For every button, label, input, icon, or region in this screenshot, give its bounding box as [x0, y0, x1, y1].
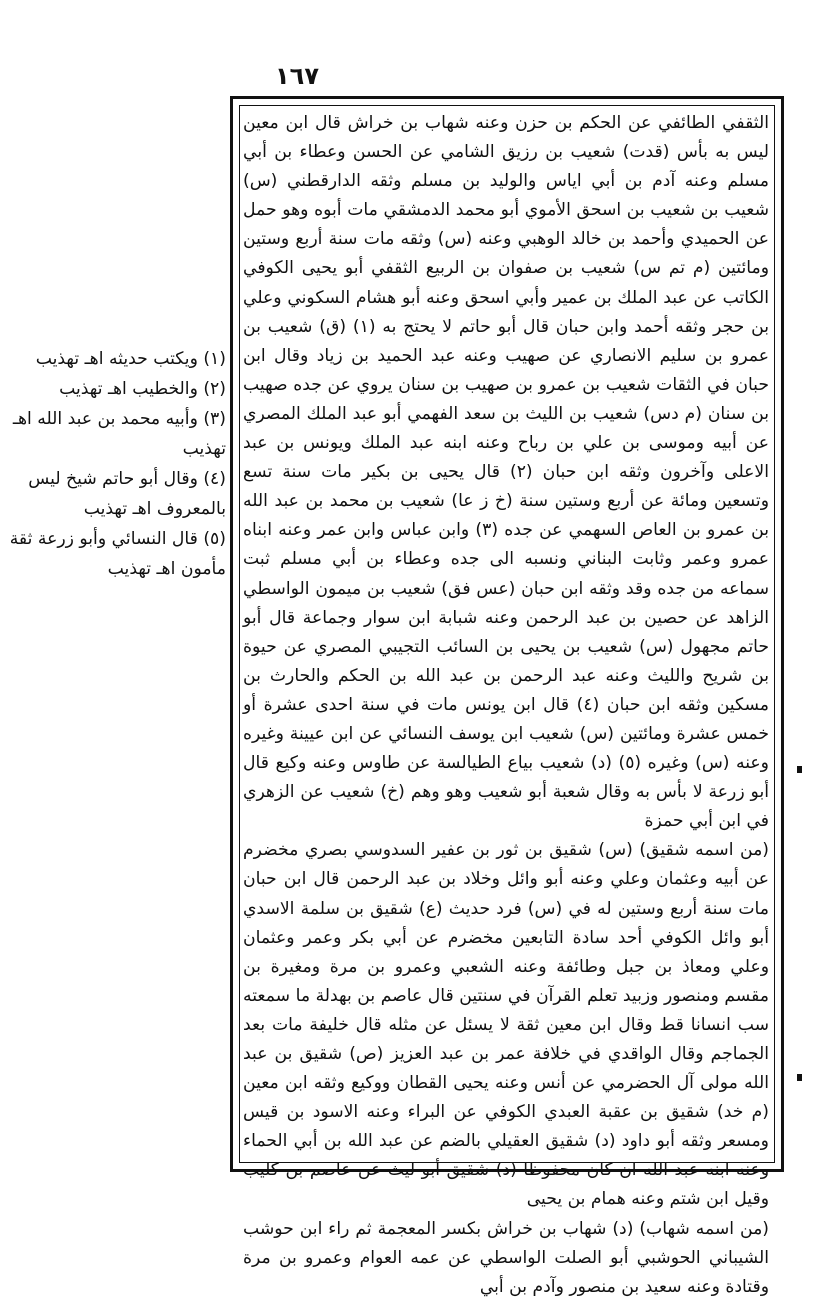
footnote-1: (١) ويكتب حديثه اهـ تهذيب — [35, 349, 226, 369]
footnote-2: (٢) والخطيب اهـ تهذيب — [59, 379, 226, 399]
entries-shihab: (من اسمه شهاب) (د) شهاب بن خراش بكسر المعجمة ثم راء ابن حوشب الشيباني الحوشبي أبو الصلت الواسطي عن عمه العوام وعمرو بن مرة وقتادة وعنه سعيد بن منصور وآدم بن أبي — [243, 1218, 769, 1297]
footnote-4: (٤) وقال أبو حاتم شيخ ليس بالمعروف اهـ تهذيب — [28, 469, 226, 519]
page-number: ١٦٧ — [275, 62, 319, 90]
scan-mark — [797, 1074, 802, 1081]
entries-shaqiq: (من اسمه شقيق) (س) شقيق بن ثور بن عفير السدوسي بصري مخضرم عن أبيه وعثمان وعلي وعنه أبو وائل وخلاد بن عبد الرحمن قال ابن حبان مات سنة أربع وستين له في (س) فرد حديث (ع) شقيق بن سلمة الاسدي أبو وائل الكوفي أحد سادة التابعين مخضرم عن أبي بكر وعمر وعثمان وعلي ومعاذ بن جبل وطائفة وعنه الشعبي وعمرو بن مرة ومغيرة بن مقسم ومنصور وزبيد تعلم القرآن في سنتين قال عاصم بن بهدلة ما سمعته سب انسانا قط وقال ابن معين ثقة لا يسئل عن مثله قال خليفة مات بعد الجماجم وقال الواقدي في خلافة عمر بن عبد العزيز (ص) شقيق بن عبد الله مولى آل الحضرمي عن أنس وعنه يحيى القطان ووكيع وثقه ابن معين (م خد) شقيق بن عقبة العبدي الكوفي عن البراء وعنه الاسود بن قيس ومسعر وثقه أبو داود (د) شقيق العقيلي بالضم عن عبد الله بن أبي الحماء وعنه ابنه عبد الله ان كان محفوظا (د) شقيق أبو ليث عن عاصم بن كليب وقيل ابن شتم وعنه همام بن يحيى — [243, 840, 769, 1210]
text-frame — [230, 96, 784, 1297]
scan-mark — [797, 766, 802, 773]
footnote-3: (٣) وأبيه محمد بن عبد الله اهـ تهذيب — [12, 409, 226, 459]
entries-shuayb: الثقفي الطائفي عن الحكم بن حزن وعنه شهاب بن خراش قال ابن معين ليس به بأس (قدت) شعيب بن رزيق الشامي عن الحسن وعطاء بن أبي مسلم وعنه آدم بن أبي اياس والوليد بن مسلم وثقه الدارقطني (س) شعيب بن شعيب بن اسحق الأموي أبو محمد الدمشقي مات أبوه وهو حمل عن الحميدي وأحمد بن خالد الوهبي وعنه (س) وثقه مات سنة أربع وستين ومائتين (م تم س) شعيب بن صفوان بن الربيع الثقفي أبو يحيى الكوفي الكاتب عن عبد الملك بن عمير وأبي اسحق وعنه أبو هشام السكوني وعلي بن حجر وثقه أحمد وابن حبان قال أبو حاتم لا يحتج به (١) (ق) شعيب بن عمرو بن سليم الانصاري عن صهيب وعنه عبد الحميد بن زياد وقال ابن حبان في الثقات شعيب بن عمرو بن صهيب بن سنان يروي عن جده صهيب بن سنان (م دس) شعيب بن الليث بن سعد الفهمي أبو عبد الملك المصري عن أبيه وموسى بن علي بن رباح وعنه ابنه عبد الملك ويونس بن عبد الاعلى وآخرون وثقه ابن حبان (٢) قال يحيى بن بكير مات سنة تسع وتسعين ومائة عن أربع وستين سنة (خ ز عا) شعيب بن محمد بن عبد الله بن عمرو بن العاص السهمي عن جده (٣) وابن عباس وابن عمر وعنه ابناه عمرو وعمر وثابت البناني ونسبه الى جده وعطاء بن أبي مسلم ثبت سماعه من جده وقد وثقه ابن حبان (عس فق) شعيب بن ميمون الواسطي الزاهد عن حصين بن عبد الرحمن وعنه شبابة ابن سوار وجماعة قال أبو حاتم مجهول (س) شعيب بن يحيى بن السائب التجيبي المصري عن حيوة بن شريح والليث وعنه عبد الرحمن بن عبد الله بن الحكم والحارث بن مسكين وثقه ابن حبان (٤) قال ابن يونس مات في سنة احدى عشرة أو خمس عشرة ومائتين (س) شعيب ابن يوسف النسائي عن ابن عيينة وغيره وعنه (س) وغيره (٥) (د) شعيب بياع الطيالسة عن طاوس وعنه وكيع قال أبو زرعة لا بأس به وقال شعبة أبو شعيب وهو وهم (خ) شعيب عن الزهري في ابن أبي حمزة — [243, 113, 770, 832]
footnote-5: (٥) قال النسائي وأبو زرعة ثقة مأمون اهـ تهذيب — [9, 529, 226, 579]
margin-footnotes — [8, 344, 226, 584]
main-text-block — [243, 109, 770, 1297]
